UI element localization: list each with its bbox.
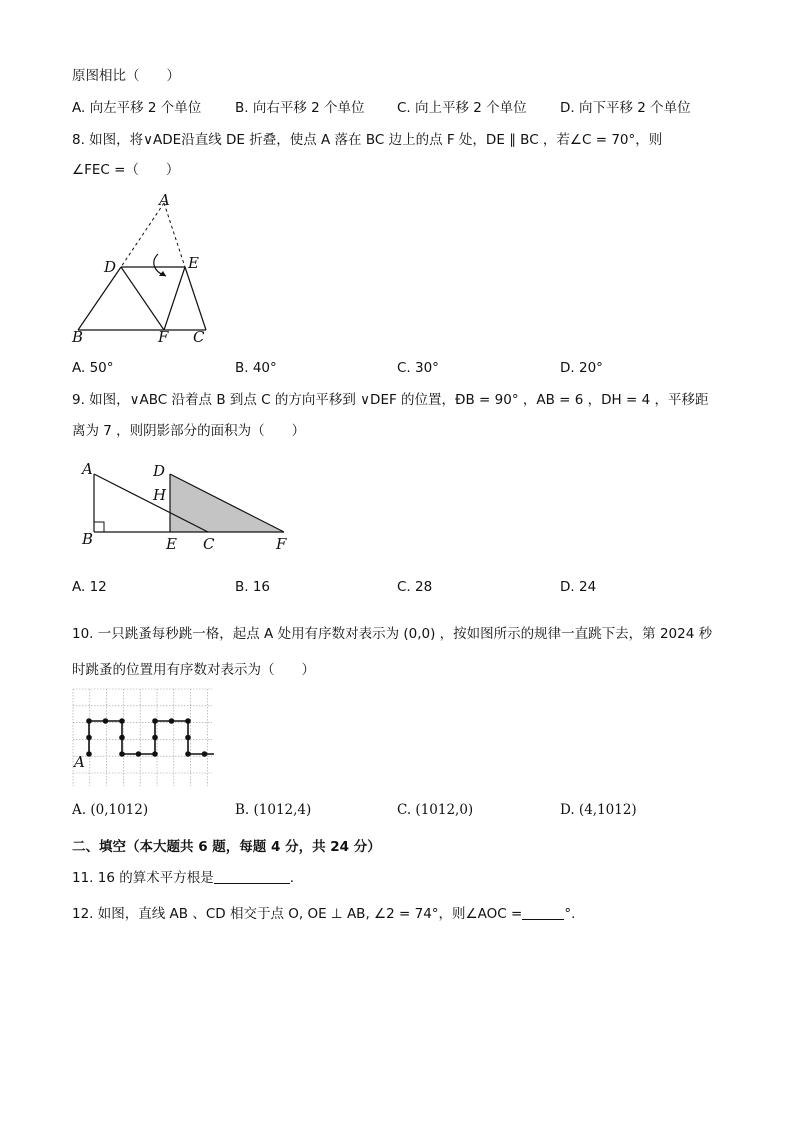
q9-label-e: E	[166, 535, 177, 553]
q8-label-d: D	[104, 258, 117, 276]
q9-option-d[interactable]: D. 24	[560, 579, 597, 595]
q12-answer-blank[interactable]	[522, 905, 564, 920]
q9-label-d: D	[153, 462, 166, 480]
q11-text: 11. 16 的算术平方根是	[72, 870, 214, 886]
flea-dot	[185, 735, 191, 741]
q10-option-b[interactable]: B. (1012,4)	[235, 802, 312, 818]
q7-option-d[interactable]: D. 向下平移 2 个单位	[560, 100, 691, 116]
q9-stem-line2: 离为 7 ，则阴影部分的面积为（ ）	[72, 423, 306, 439]
q7-option-a[interactable]: A. 向左平移 2 个单位	[72, 100, 202, 116]
q7-option-c[interactable]: C. 向上平移 2 个单位	[397, 100, 527, 116]
q12-line	[72, 904, 575, 924]
grid-lines	[73, 689, 212, 788]
q8-option-a[interactable]: A. 50°	[72, 360, 114, 376]
q9-translation-figure	[74, 456, 304, 556]
q8-option-b[interactable]: B. 40°	[235, 360, 277, 376]
flea-dot	[103, 718, 109, 724]
flea-dot	[86, 718, 92, 724]
q9-stem-line1: 9. 如图，∨ABC 沿着点 B 到点 C 的方向平移到 ∨DEF 的位置，ÐB = 90° ，AB = 6 ，DH = 4 ，平移距	[72, 392, 709, 408]
q9-label-a: A	[82, 460, 93, 478]
q10-option-d[interactable]: D. (4,1012)	[560, 802, 637, 818]
flea-dot	[169, 718, 175, 724]
q9-label-h: H	[153, 486, 167, 504]
q8-label-a: A	[159, 191, 170, 209]
q8-stem-line2: ∠FEC =（ ）	[72, 162, 180, 178]
q8-label-e: E	[188, 254, 199, 272]
flea-dot	[119, 718, 125, 724]
q10-flea-grid-figure	[72, 688, 214, 788]
flea-dot	[152, 735, 158, 741]
q11-end: .	[289, 870, 295, 886]
q9-option-a[interactable]: A. 12	[72, 579, 107, 595]
q11-line	[72, 868, 294, 888]
q9-label-f: F	[276, 535, 287, 553]
q8-label-b: B	[72, 328, 84, 346]
q12-text: 12. 如图，直线 AB 、CD 相交于点 O, OE ⊥ AB, ∠2 = 74°，则∠AOC =	[72, 906, 523, 922]
q9-label-b: B	[82, 530, 94, 548]
section-two-heading: 二、填空（本大题共 6 题，每题 4 分，共 24 分）	[72, 839, 381, 855]
q10-option-a[interactable]: A. (0,1012)	[72, 802, 149, 818]
q8-option-d[interactable]: D. 20°	[560, 360, 603, 376]
q8-label-c: C	[193, 328, 205, 346]
q11-answer-blank[interactable]	[214, 869, 290, 884]
q10-label-a: A	[74, 753, 85, 771]
q10-option-c[interactable]: C. (1012,0)	[397, 802, 474, 818]
flea-dot	[185, 751, 191, 757]
q9-option-b[interactable]: B. 16	[235, 579, 271, 595]
flea-dot	[152, 751, 158, 757]
flea-dot	[185, 718, 191, 724]
q7-option-b[interactable]: B. 向右平移 2 个单位	[235, 100, 365, 116]
q8-option-c[interactable]: C. 30°	[397, 360, 439, 376]
intro-text: 原图相比（ ）	[72, 68, 180, 84]
flea-dot	[136, 751, 142, 757]
flea-dot	[202, 751, 208, 757]
q12-end: °.	[564, 906, 576, 922]
flea-dots	[86, 718, 214, 757]
q8-label-f: F	[158, 328, 169, 346]
flea-dot	[119, 751, 125, 757]
q9-label-c: C	[203, 535, 215, 553]
q10-stem-line1: 10. 一只跳蚤每秒跳一格，起点 A 处用有序数对表示为 (0,0) ，按如图所示的规律一直跳下去，第 2024 秒	[72, 626, 713, 642]
q8-stem-line1: 8. 如图，将∨ADE沿直线 DE 折叠，使点 A 落在 BC 边上的点 F 处，DE ∥ BC ，若∠C = 70°，则	[72, 132, 663, 148]
q8-triangle-figure	[66, 190, 226, 350]
flea-path	[89, 721, 214, 754]
flea-dot	[86, 735, 92, 741]
q10-stem-line2: 时跳蚤的位置用有序数对表示为（ ）	[72, 662, 315, 678]
flea-dot	[152, 718, 158, 724]
flea-dot	[86, 751, 92, 757]
flea-dot	[119, 735, 125, 741]
q9-option-c[interactable]: C. 28	[397, 579, 433, 595]
